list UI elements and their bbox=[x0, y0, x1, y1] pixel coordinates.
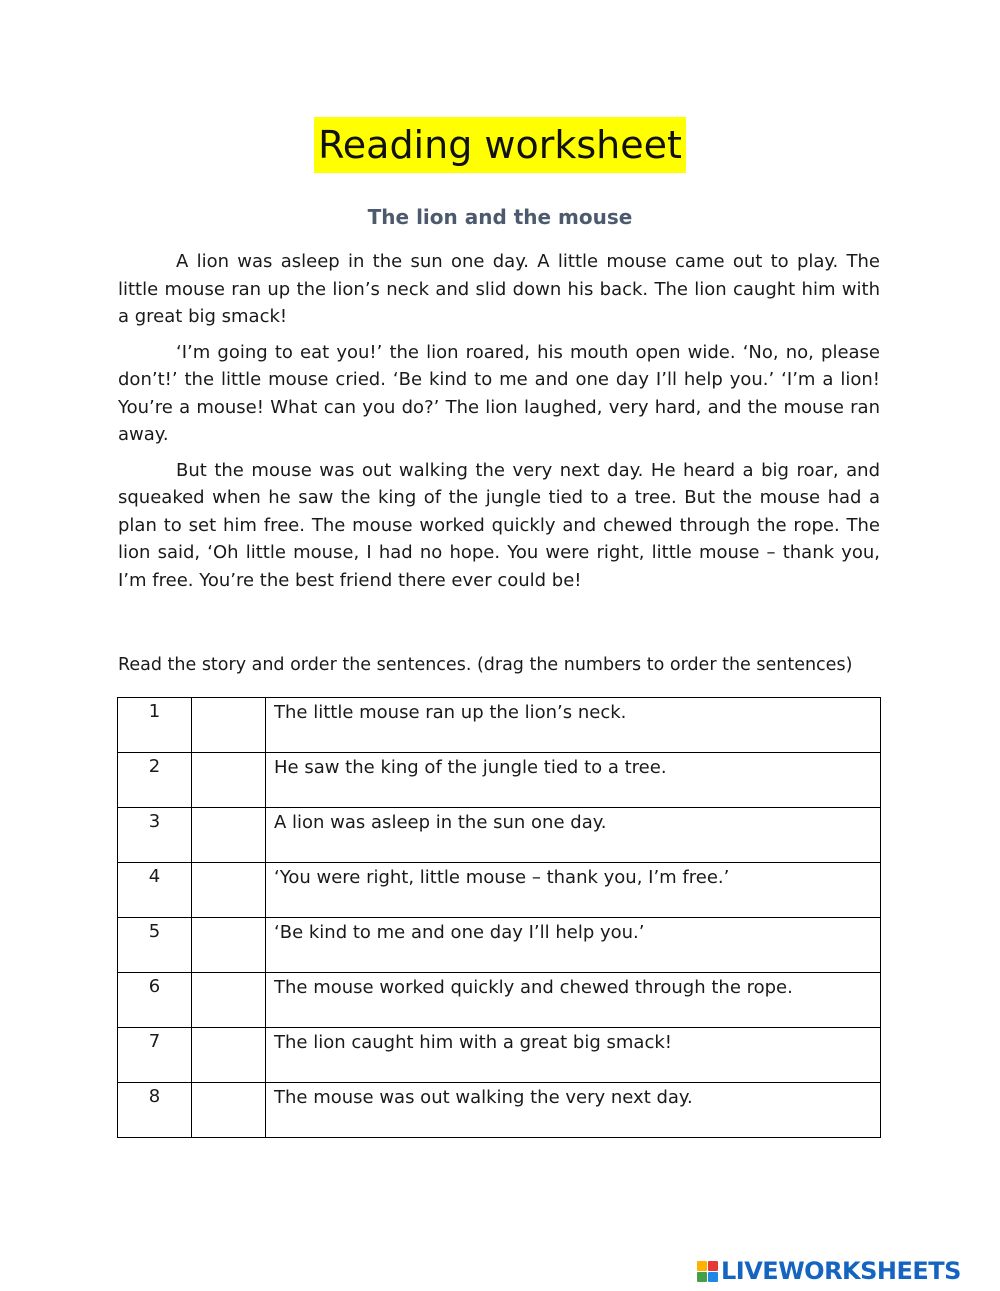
table-row bbox=[118, 973, 881, 1028]
row-number[interactable]: 7 bbox=[118, 1028, 192, 1083]
table-row bbox=[118, 918, 881, 973]
answer-drop-zone[interactable] bbox=[192, 973, 266, 1028]
table-row bbox=[118, 808, 881, 863]
table-row bbox=[118, 863, 881, 918]
answer-drop-zone[interactable] bbox=[192, 1028, 266, 1083]
sentence-cell bbox=[266, 1083, 881, 1138]
answer-drop-zone[interactable] bbox=[192, 863, 266, 918]
story-text bbox=[118, 248, 880, 602]
logo-blocks-icon bbox=[697, 1261, 718, 1282]
answer-drop-zone[interactable] bbox=[192, 753, 266, 808]
sentence-text: ‘You were right, little mouse – thank you, I’m free.’ bbox=[274, 867, 730, 888]
table-row bbox=[118, 1028, 881, 1083]
row-number[interactable]: 5 bbox=[118, 918, 192, 973]
page-title: Reading worksheet bbox=[314, 117, 686, 173]
logo-block bbox=[697, 1261, 707, 1271]
table-row bbox=[118, 1083, 881, 1138]
sentence-cell bbox=[266, 753, 881, 808]
story-paragraph-3: But the mouse was out walking the very next day. He heard a big roar, and squeaked when he saw the king of the jungle tied to a tree. But the mouse had a plan to set him free. The mouse worked quickly and chewed through the rope. The lion said, ‘Oh little mouse, I had no hope. You were right, little mouse – thank you, I’m free. You’re the best friend there ever could be! bbox=[118, 459, 880, 591]
logo-block bbox=[697, 1272, 707, 1282]
row-number[interactable]: 6 bbox=[118, 973, 192, 1028]
sentence-text: A lion was asleep in the sun one day. bbox=[274, 812, 607, 833]
sentence-text: He saw the king of the jungle tied to a tree. bbox=[274, 757, 667, 778]
row-number[interactable]: 1 bbox=[118, 698, 192, 753]
instruction-text: Read the story and order the sentences. (drag the numbers to order the sentences) bbox=[118, 655, 853, 675]
row-number[interactable]: 2 bbox=[118, 753, 192, 808]
sentence-text: The lion caught him with a great big smack! bbox=[274, 1032, 672, 1053]
sentence-cell bbox=[266, 808, 881, 863]
sentence-cell bbox=[266, 698, 881, 753]
row-number[interactable]: 3 bbox=[118, 808, 192, 863]
liveworksheets-logo bbox=[697, 1254, 961, 1288]
table-row bbox=[118, 698, 881, 753]
ordering-table bbox=[117, 697, 881, 1138]
answer-drop-zone[interactable] bbox=[192, 1083, 266, 1138]
sentence-cell bbox=[266, 918, 881, 973]
sentence-text: The mouse worked quickly and chewed through the rope. bbox=[274, 977, 793, 998]
title-container bbox=[0, 117, 1000, 173]
answer-drop-zone[interactable] bbox=[192, 918, 266, 973]
row-number[interactable]: 4 bbox=[118, 863, 192, 918]
sentence-text: The mouse was out walking the very next day. bbox=[274, 1087, 693, 1108]
sentence-text: The little mouse ran up the lion’s neck. bbox=[274, 702, 627, 723]
story-paragraph-2: ‘I’m going to eat you!’ the lion roared, his mouth open wide. ‘No, no, please don’t!’ the little mouse cried. ‘Be kind to me and one day I’ll help you.’ ‘I’m a lion! You’re a mouse! What can you do?’ The lion laughed, very hard, and the mouse ran away. bbox=[118, 341, 880, 445]
answer-drop-zone[interactable] bbox=[192, 808, 266, 863]
sentence-cell bbox=[266, 973, 881, 1028]
logo-text: LIVEWORKSHEETS bbox=[721, 1257, 961, 1285]
sentence-text: ‘Be kind to me and one day I’ll help you.’ bbox=[274, 922, 645, 943]
answer-drop-zone[interactable] bbox=[192, 698, 266, 753]
sentence-cell bbox=[266, 1028, 881, 1083]
story-title: The lion and the mouse bbox=[367, 205, 633, 229]
logo-block bbox=[708, 1261, 718, 1271]
logo-block bbox=[708, 1272, 718, 1282]
table-row bbox=[118, 753, 881, 808]
story-paragraph-1: A lion was asleep in the sun one day. A little mouse came out to play. The little mouse ran up the lion’s neck and slid down his back. The lion caught him with a great big smack! bbox=[118, 251, 880, 327]
sentence-cell bbox=[266, 863, 881, 918]
row-number[interactable]: 8 bbox=[118, 1083, 192, 1138]
